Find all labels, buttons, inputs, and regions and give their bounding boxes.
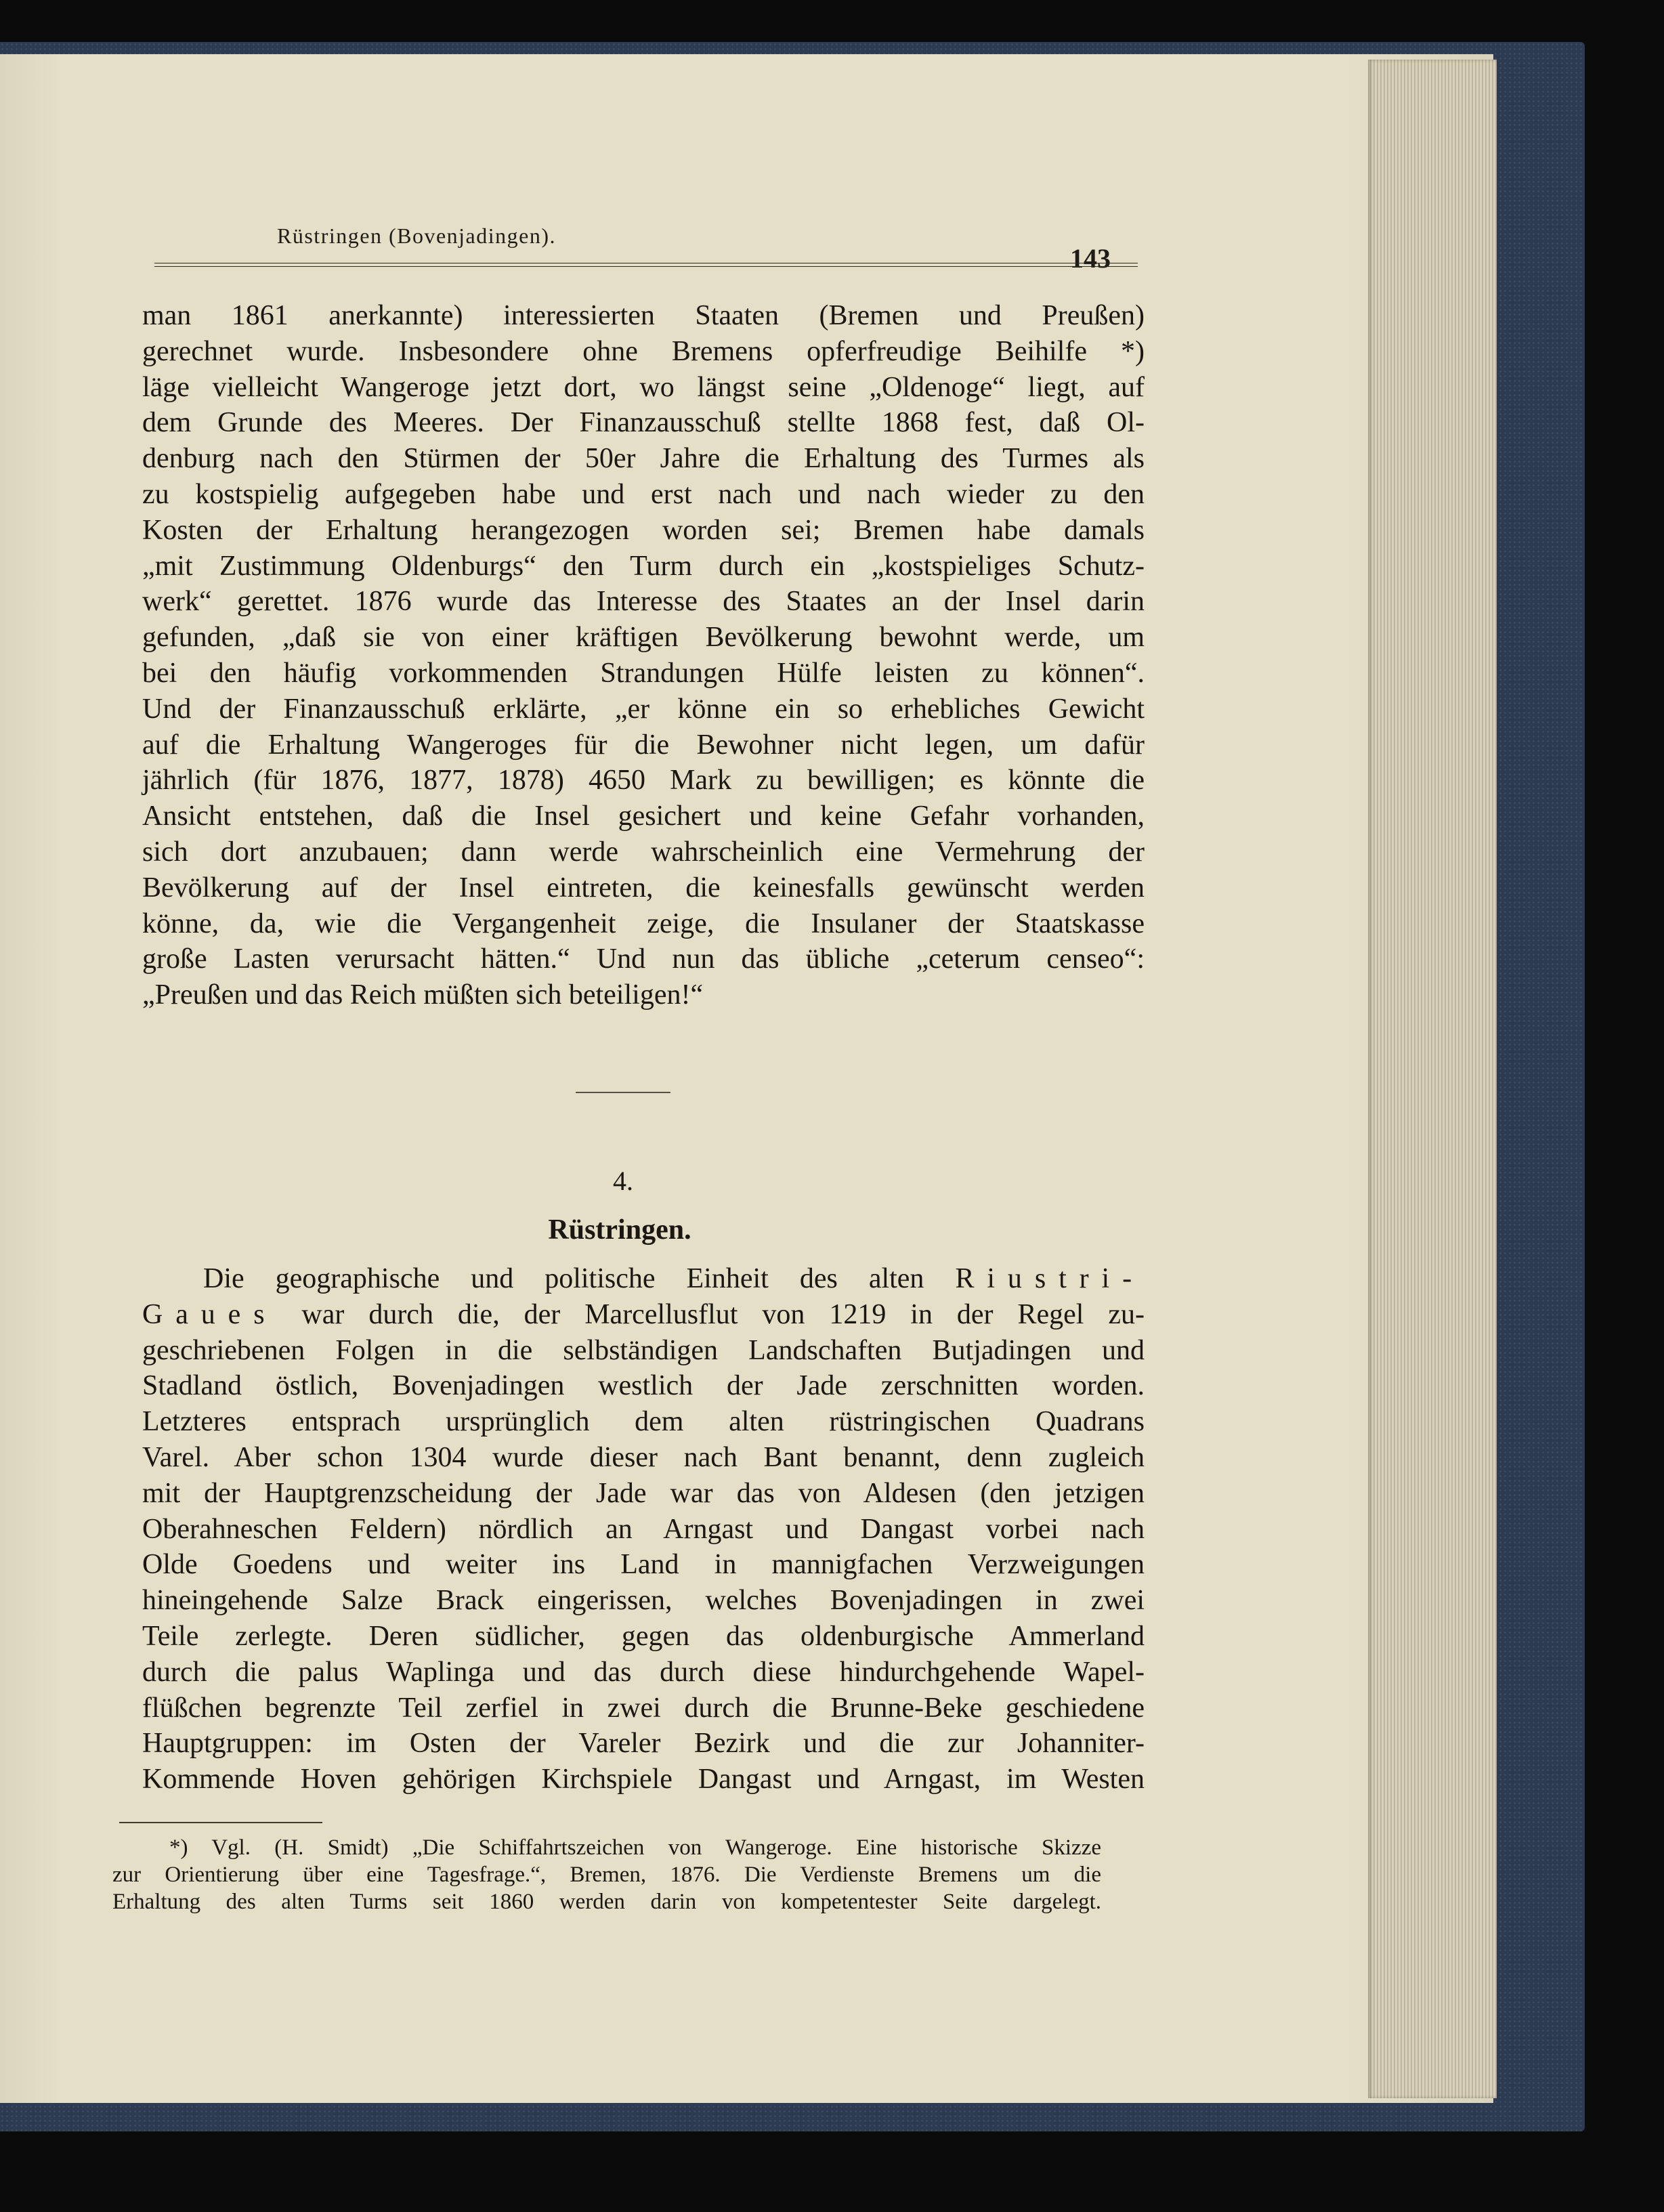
- text-line: bei den häufig vorkommenden Strandungen Hülfe leisten zu können“.: [142, 657, 1145, 689]
- text-line: jährlich (für 1876, 1877, 1878) 4650 Mark zu bewilligen; es könnte die: [142, 765, 1145, 796]
- text-line: man 1861 anerkannte) interessierten Staaten (Bremen und Preußen): [142, 300, 1145, 331]
- footnote-line: zur Orientierung über eine Tagesfrage.“, Bremen, 1876. Die Verdienste Bremens um die: [112, 1863, 1101, 1887]
- text-segment: war durch die, der Marcellusflut von 1219 in der Regel zu-: [301, 1298, 1145, 1330]
- text-line: gefunden, „daß sie von einer kräftigen Bevölkerung bewohnt werde, um: [142, 622, 1145, 654]
- footnote: [112, 1834, 1101, 1915]
- header-rule: [154, 263, 1138, 267]
- section-paragraph: [142, 1261, 1145, 1798]
- text-line: mit der Hauptgrenzscheidung der Jade war das von Aldesen (den jetzigen: [142, 1477, 1145, 1509]
- text-line: sich dort anzubauen; dann werde wahrscheinlich eine Vermehrung der: [142, 836, 1145, 868]
- text-line: geschriebenen Folgen in die selbständigen Landschaften Butjadingen und: [142, 1334, 1145, 1366]
- text-line: „mit Zustimmung Oldenburgs“ den Turm durch ein „kostspieliges Schutz-: [142, 550, 1145, 582]
- text-line: durch die palus Waplinga und das durch diese hindurchgehende Wapel-: [142, 1656, 1145, 1688]
- text-line: Bevölkerung auf der Insel eintreten, die keinesfalls gewünscht werden: [142, 872, 1145, 903]
- text-segment: Die geographische und politische Einheit des alten: [203, 1263, 924, 1294]
- text-line: Ansicht entstehen, daß die Insel gesichert und keine Gefahr vorhanden,: [142, 801, 1145, 832]
- section-title: Rüstringen.: [548, 1214, 691, 1246]
- spaced-text: Riustri-: [955, 1263, 1145, 1294]
- text-line: [142, 1297, 1145, 1333]
- page-edges: [1368, 60, 1497, 2098]
- footnote-line: Erhaltung des alten Turms seit 1860 werden darin von kompetentester Seite dargelegt.: [112, 1890, 1101, 1914]
- paragraph-continued: [142, 298, 1145, 1013]
- text-line: hineingehende Salze Brack eingerissen, welches Bovenjadingen in zwei: [142, 1585, 1145, 1617]
- text-line: Kommende Hoven gehörigen Kirchspiele Dangast und Arngast, im Westen: [142, 1764, 1145, 1795]
- text-line: große Lasten verursacht hätten.“ Und nun das übliche „ceterum censeo“:: [142, 943, 1145, 975]
- text-line: Und der Finanzausschuß erklärte, „er könne ein so erhebliches Gewicht: [142, 693, 1145, 725]
- text-line: Olde Goedens und weiter ins Land in mannigfachen Verzweigungen: [142, 1549, 1145, 1581]
- text-line: „Preußen und das Reich müßten sich beteiligen!“: [142, 979, 704, 1011]
- text-line: [142, 1261, 1145, 1297]
- spaced-text: Gaues: [142, 1298, 278, 1330]
- text-line: Oberahneschen Feldern) nördlich an Arngast und Dangast vorbei nach: [142, 1513, 1145, 1545]
- section-number: 4.: [613, 1166, 633, 1196]
- text-line: läge vielleicht Wangeroge jetzt dort, wo längst seine „Oldenoge“ liegt, auf: [142, 371, 1145, 403]
- text-line: dem Grunde des Meeres. Der Finanzausschuß stellte 1868 fest, daß Ol-: [142, 407, 1145, 439]
- running-head: Rüstringen (Bovenjadingen).: [277, 224, 556, 248]
- text-line: werk“ gerettet. 1876 wurde das Interesse des Staates an der Insel darin: [142, 586, 1145, 618]
- text-line: zu kostspielig aufgegeben habe und erst nach und nach wieder zu den: [142, 478, 1145, 510]
- text-line: gerechnet wurde. Insbesondere ohne Bremens opferfreudige Beihilfe *): [142, 335, 1145, 367]
- footnote-rule: [119, 1822, 322, 1823]
- text-line: denburg nach den Stürmen der 50er Jahre die Erhaltung des Turmes als: [142, 443, 1145, 475]
- text-line: könne, da, wie die Vergangenheit zeige, die Insulaner der Staatskasse: [142, 908, 1145, 939]
- text-line: Hauptgruppen: im Osten der Vareler Bezirk und die zur Johanniter-: [142, 1728, 1145, 1760]
- text-line: Teile zerlegte. Deren südlicher, gegen das oldenburgische Ammerland: [142, 1620, 1145, 1652]
- text-line: auf die Erhaltung Wangeroges für die Bewohner nicht legen, um dafür: [142, 729, 1145, 761]
- text-line: Letzteres entsprach ursprünglich dem alten rüstringischen Quadrans: [142, 1406, 1145, 1438]
- text-line: Stadland östlich, Bovenjadingen westlich der Jade zerschnitten worden.: [142, 1370, 1145, 1402]
- section-separator: [576, 1092, 670, 1093]
- text-line: Kosten der Erhaltung herangezogen worden sei; Bremen habe damals: [142, 514, 1145, 546]
- page-number: 143: [1070, 243, 1111, 274]
- text-line: flüßchen begrenzte Teil zerfiel in zwei durch die Brunne-Beke geschiedene: [142, 1692, 1145, 1724]
- footnote-line: *) Vgl. (H. Smidt) „Die Schiffahrtszeichen von Wangeroge. Eine historische Skizze: [169, 1835, 1101, 1860]
- text-line: Varel. Aber schon 1304 wurde dieser nach Bant benannt, denn zugleich: [142, 1441, 1145, 1473]
